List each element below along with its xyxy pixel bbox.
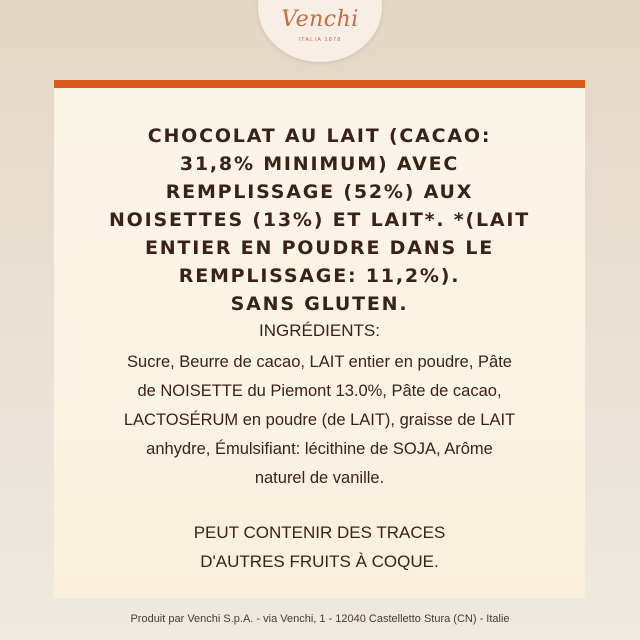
brand-logo-badge bbox=[258, 0, 382, 62]
allergen-notice bbox=[54, 518, 585, 576]
manufacturer-footer: Produit par Venchi S.p.A. - via Venchi, 1 - 12040 Castelletto Stura (CN) - Italie bbox=[130, 613, 510, 625]
ingredients-line: anhydre, Émulsifiant: lécithine de SOJA, Arôme bbox=[146, 440, 493, 458]
product-headline bbox=[74, 122, 565, 318]
allergen-notice-line: PEUT CONTENIR DES TRACES bbox=[193, 523, 446, 542]
headline-line: SANS GLUTEN. bbox=[230, 293, 409, 315]
label-panel bbox=[54, 80, 585, 598]
ingredients-list bbox=[64, 348, 575, 493]
ingredients-line: de NOISETTE du Piemont 13.0%, Pâte de cacao, bbox=[137, 382, 502, 400]
ingredients-line: naturel de vanille. bbox=[254, 469, 385, 487]
accent-stripe bbox=[54, 80, 585, 88]
headline-line: NOISETTES (13%) ET LAIT*. *(LAIT bbox=[108, 209, 531, 231]
brand-logo-wordmark: Venchi bbox=[281, 7, 359, 32]
ingredients-title: INGRÉDIENTS: bbox=[259, 321, 380, 340]
headline-line: ENTIER EN POUDRE DANS LE bbox=[144, 237, 495, 259]
headline-line: CHOCOLAT AU LAIT (CACAO: bbox=[147, 125, 492, 147]
headline-line: REMPLISSAGE: 11,2%). bbox=[178, 265, 461, 287]
allergen-notice-line: D'AUTRES FRUITS À COQUE. bbox=[200, 552, 439, 571]
headline-line: 31,8% MINIMUM) AVEC bbox=[179, 153, 460, 175]
ingredients-line: Sucre, Beurre de cacao, LAIT entier en poudre, Pâte bbox=[127, 353, 512, 371]
headline-line: REMPLISSAGE (52%) AUX bbox=[165, 181, 474, 203]
brand-tagline: ITALIA 1878 bbox=[298, 37, 342, 43]
ingredients-line: LACTOSÉRUM en poudre (de LAIT), graisse de LAIT bbox=[123, 411, 516, 429]
